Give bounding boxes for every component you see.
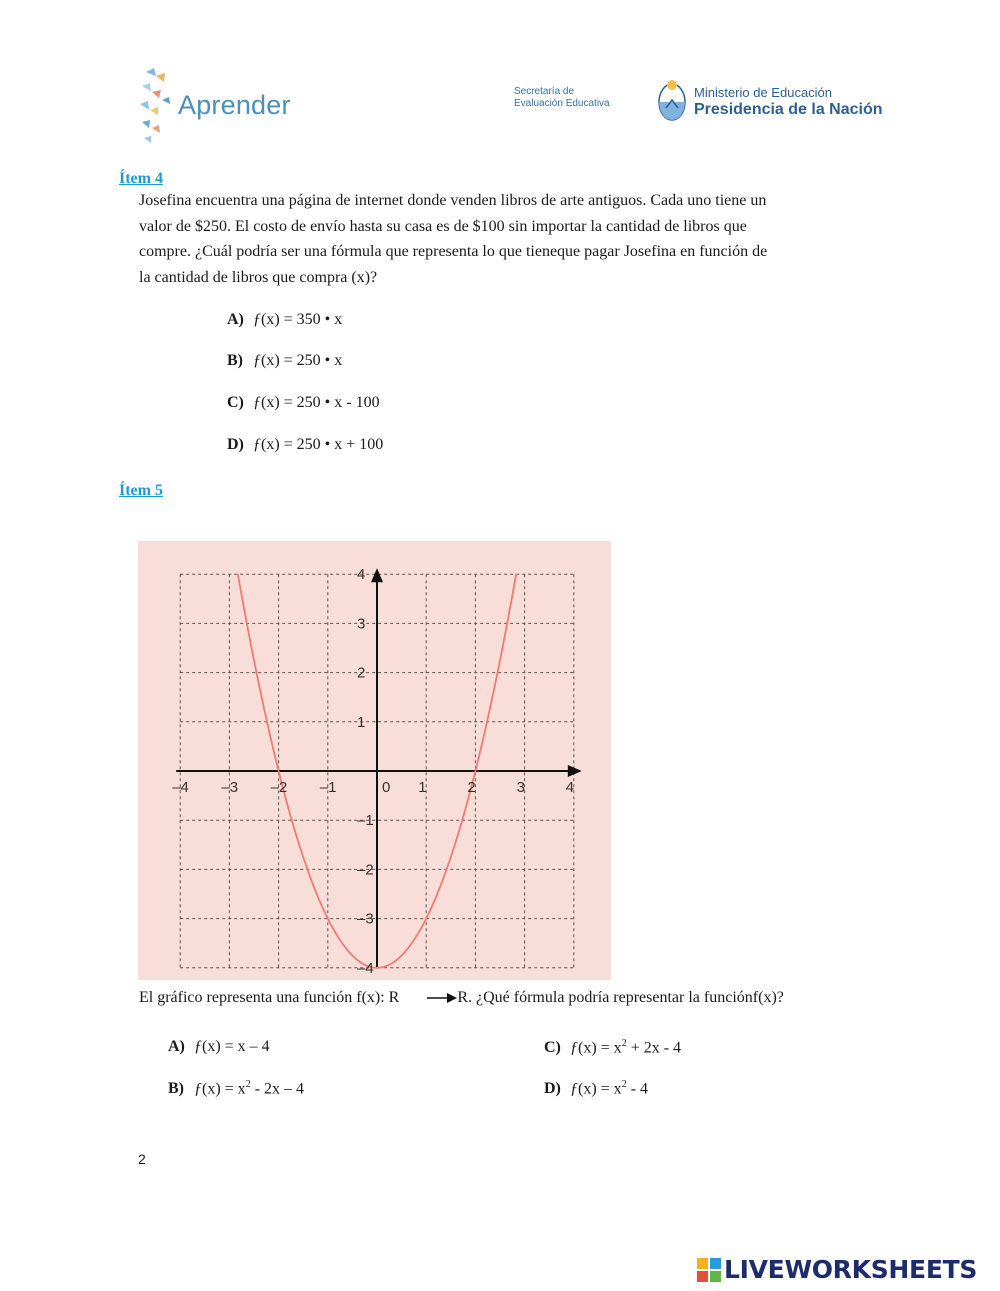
- parabola-chart: [138, 541, 611, 980]
- item-5-option-c[interactable]: C) ƒ(x) = $x^2 + 2x - 4$: [544, 1038, 682, 1057]
- item-4-option-b[interactable]: B) ƒ(x) = 250 • x: [227, 352, 343, 369]
- chart-background: [138, 541, 611, 980]
- y-tick-label: 1: [357, 713, 366, 731]
- y-tick-label: 4: [357, 566, 366, 584]
- x-tick-label: –1: [319, 779, 337, 796]
- liveworksheets-badge-icon: [697, 1258, 721, 1282]
- liveworksheets-text: LIVEWORKSHEETS: [724, 1255, 978, 1284]
- x-tick-label: 1: [418, 779, 427, 796]
- y-tick-label: 2: [357, 664, 366, 682]
- y-tick-label: –3: [357, 910, 374, 928]
- item-4-title[interactable]: Ítem 4: [119, 170, 163, 187]
- item-4-option-c[interactable]: C) ƒ(x) = 250 • x - 100: [227, 394, 380, 411]
- y-tick-label: –1: [357, 812, 374, 830]
- y-tick-label: 3: [357, 615, 366, 633]
- item-5-title[interactable]: Ítem 5: [119, 482, 163, 499]
- national-shield-icon: [657, 78, 687, 124]
- page-number: 2: [138, 1151, 146, 1167]
- x-tick-label: 2: [467, 779, 476, 796]
- item-5-option-a[interactable]: A) ƒ(x) = x – 4: [168, 1038, 270, 1055]
- item-4-question: [139, 188, 859, 290]
- item-4-option-d[interactable]: D) ƒ(x) = 250 • x + 100: [227, 436, 384, 453]
- question-line: valor de $250. El costo de envío hasta su casa es de $100 sin importar la cantidad de libros que: [139, 217, 747, 235]
- item-5-option-b[interactable]: B) ƒ(x) = $x^2 - 2x - 4$: [168, 1079, 305, 1098]
- x-tick-label: –4: [172, 779, 189, 796]
- question-line: Josefina encuentra una página de internet donde venden libros de arte antiguos. Cada uno tiene un: [139, 192, 767, 209]
- item-4-option-a[interactable]: A) ƒ(x) = 350 • x: [227, 311, 343, 328]
- question-line: compre. ¿Cuál podría ser una fórmula que representa lo que tieneque pagar Josefina en función de: [139, 243, 768, 260]
- x-tick-label: 4: [565, 779, 575, 796]
- x-tick-label: –3: [221, 779, 239, 796]
- item-5-option-d[interactable]: D) ƒ(x) = $x^2 - 4$: [544, 1079, 649, 1098]
- aprender-logo-text: Aprender: [178, 90, 291, 120]
- x-tick-label: 0: [382, 779, 391, 796]
- x-tick-label: 3: [516, 779, 525, 796]
- secretaria-label: Secretaría de Evaluación Educativa: [514, 86, 610, 109]
- x-tick-label: –2: [270, 779, 288, 796]
- item-5-question: El gráfico representa una función f(x): R R. ¿Qué fórmula podría representar la funciónf(x)?: [139, 989, 784, 1006]
- y-tick-label: –4: [357, 959, 374, 977]
- arrow-right-icon: [427, 993, 457, 1003]
- y-tick-label: –2: [357, 861, 374, 879]
- ministerio-label: Ministerio de Educación Presidencia de la Nación: [694, 85, 883, 118]
- question-line: la cantidad de libros que compra (x)?: [139, 268, 378, 286]
